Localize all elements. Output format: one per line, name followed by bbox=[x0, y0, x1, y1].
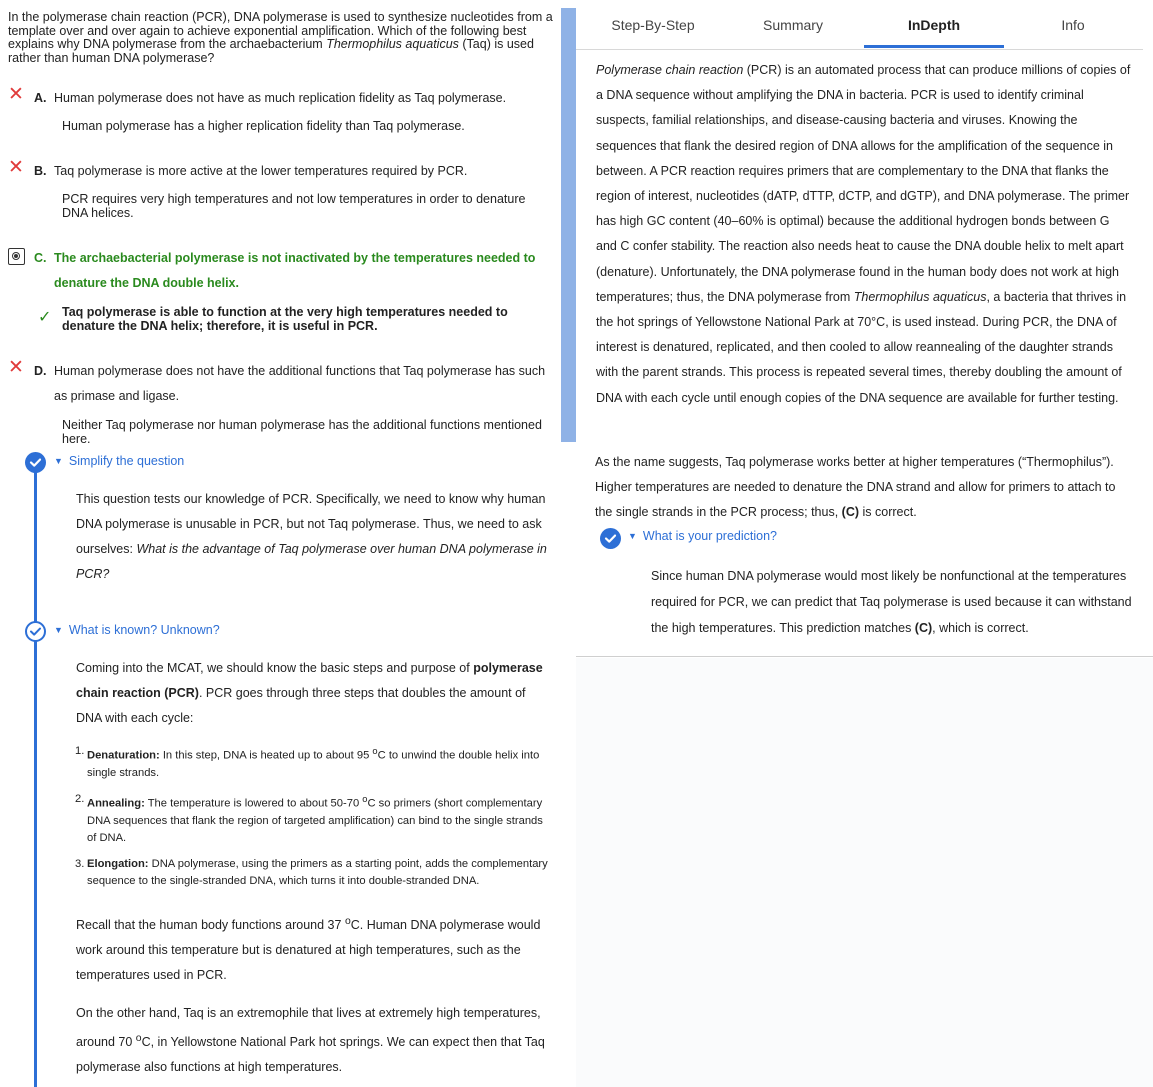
radio-selected-icon bbox=[8, 248, 25, 265]
step-title: What is your prediction? bbox=[642, 529, 778, 543]
step-progress-line bbox=[34, 471, 37, 1087]
degree-sup: o bbox=[372, 746, 378, 756]
body-text: , which is correct. bbox=[932, 621, 1029, 635]
body-bold: polymerase chain reaction (PCR) bbox=[76, 661, 543, 700]
degree-sup: o bbox=[344, 916, 351, 927]
body-text: Recall that the human body functions around 37 bbox=[76, 918, 345, 933]
step-known-taq bbox=[76, 1001, 551, 1080]
caret-down-icon: ▼ bbox=[54, 625, 63, 635]
scrollbar[interactable] bbox=[561, 8, 576, 442]
list-term: Denaturation: bbox=[87, 749, 160, 762]
tab-bar bbox=[576, 0, 1143, 50]
body-text: (PCR) is an automated process that can produce millions of copies of a DNA sequence without amplifying the DNA in bacteria. PCR is used to identify criminal suspects, familial relationships, and disease-causing bacteria and viruses. Knowing the sequences that flank the desired region of DNA allows for the amplification of the sequence in between. A PCR reaction requires primers that are complementary to the DNA that flanks the region of interest, nucleotides (dATP, dTTP, dCTP, and dGTP), and DNA polymerase. The primer has high GC content (40–60% is optimal) because the additional hydrogen bonds between G and C confer stability. The reaction also needs heat to cause the DNA double helix to melt apart (denature). Unfortunately, the DNA polymerase found in the human body does not work at high temperatures; thus, the DNA polymerase from bbox=[596, 63, 1131, 304]
list-text: The temperature is lowered to about 50-70 bbox=[144, 797, 363, 810]
step-prediction-toggle[interactable] bbox=[628, 529, 777, 543]
list-term: Elongation: bbox=[87, 857, 149, 870]
option-text: Human polymerase does not have as much replication fidelity as Taq polymerase. bbox=[54, 91, 507, 105]
option-d[interactable] bbox=[8, 359, 558, 409]
degree-sup: o bbox=[362, 793, 368, 804]
explanation-pane bbox=[576, 0, 1153, 657]
step-prediction-body bbox=[651, 563, 1141, 641]
tab-step-by-step[interactable]: Step-By-Step bbox=[611, 17, 695, 33]
checkmark-icon: ✓ bbox=[38, 309, 52, 326]
option-c-explanation: Taq polymerase is able to function at the very high temperatures needed to denature the DNA helix; therefore, it is useful in PCR. bbox=[62, 305, 508, 333]
list-term: Annealing: bbox=[87, 797, 145, 810]
option-letter: C. bbox=[34, 251, 47, 265]
step-known-recall bbox=[76, 909, 551, 988]
option-b-explanation: PCR requires very high temperatures and not low temperatures in order to denature DNA helices. bbox=[62, 192, 526, 220]
step-title: Simplify the question bbox=[68, 454, 185, 468]
indepth-paragraph-2 bbox=[595, 450, 1135, 526]
list-number: 1. bbox=[75, 745, 85, 757]
option-letter: B. bbox=[34, 164, 47, 178]
option-b[interactable] bbox=[8, 159, 558, 184]
body-text: Since human DNA polymerase would most likely be nonfunctional at the temperatures required for PCR, we can predict that Taq polymerase is used because it can withstand the high temperatures. This prediction matches bbox=[651, 569, 1132, 635]
body-italic: Thermophilus aquaticus bbox=[853, 289, 987, 304]
active-tab-indicator bbox=[864, 45, 1004, 48]
list-number: 3. bbox=[75, 857, 85, 870]
body-text: is correct. bbox=[859, 505, 917, 520]
body-text: , a bacteria that thrives in the hot springs of Yellowstone National Park at 70°C, is used instead. During PCR, the DNA of interest is denatured, replicated, and then cooled to allow reannealing of the daughter strands with the parent strands. This process is repeated several times, thereby doubling the amount of DNA with each cycle until enough copies of the DNA sequence are available for further testing. bbox=[596, 289, 1127, 405]
check-circle-icon bbox=[25, 621, 46, 642]
option-text: Taq polymerase is more active at the lower temperatures required by PCR. bbox=[54, 164, 468, 178]
body-text: Coming into the MCAT, we should know the basic steps and purpose of bbox=[76, 661, 474, 675]
tab-indepth[interactable]: InDepth bbox=[907, 17, 961, 33]
list-number: 2. bbox=[75, 792, 85, 805]
body-italic: Polymerase chain reaction bbox=[596, 63, 744, 77]
empty-area bbox=[576, 658, 1153, 1087]
body-text: C. Human DNA polymerase would work around this temperature but is denatured at high temperatures, such as the temperatures used in PCR. bbox=[76, 918, 541, 983]
list-text: DNA polymerase, using the primers as a starting point, adds the complementary sequence to the single-stranded DNA, which turns it into double-stranded DNA. bbox=[87, 857, 548, 888]
body-text: As the name suggests, Taq polymerase works better at higher temperatures (“Thermophilus”). Higher temperatures are needed to denature the DNA strand and allow for primers to attach to the single strands in the PCR process; thus, bbox=[595, 455, 1116, 520]
degree-sup: o bbox=[135, 1033, 142, 1044]
option-letter: A. bbox=[34, 91, 47, 105]
body-bold: (C) bbox=[914, 621, 933, 635]
step-simplify-body bbox=[76, 487, 551, 587]
option-text: The archaebacterial polymerase is not inactivated by the temperatures needed to denature the DNA double helix. bbox=[54, 251, 536, 290]
check-circle-icon bbox=[25, 452, 46, 473]
list-item bbox=[75, 791, 553, 848]
tab-info[interactable]: Info bbox=[1061, 17, 1085, 33]
question-text-end: (Taq) is used rather than human DNA polymerase? bbox=[8, 37, 534, 65]
body-text: C, in Yellowstone National Park hot springs. We can expect then that Taq polymerase also functions at high temperatures. bbox=[76, 1035, 545, 1075]
indepth-paragraph-1 bbox=[596, 58, 1131, 411]
question-stem bbox=[8, 11, 553, 65]
list-text: C to unwind the double helix into single strands. bbox=[87, 749, 540, 780]
check-circle-icon bbox=[600, 528, 621, 549]
option-text: Human polymerase does not have the additional functions that Taq polymerase has such as primase and ligase. bbox=[54, 364, 546, 403]
question-pane bbox=[0, 0, 560, 1087]
x-icon: ✕ bbox=[8, 357, 24, 378]
option-a-explanation: Human polymerase has a higher replication fidelity than Taq polymerase. bbox=[62, 119, 465, 133]
tab-summary[interactable]: Summary bbox=[763, 17, 823, 33]
step-known-intro bbox=[76, 656, 551, 731]
x-icon: ✕ bbox=[8, 84, 24, 105]
body-text: . PCR goes through three steps that doubles the amount of DNA with each cycle: bbox=[76, 686, 526, 725]
option-c[interactable] bbox=[8, 246, 558, 296]
pcr-steps-list bbox=[75, 743, 553, 891]
option-a[interactable] bbox=[8, 86, 558, 111]
option-d-explanation: Neither Taq polymerase nor human polymerase has the additional functions mentioned here. bbox=[62, 418, 542, 446]
caret-down-icon: ▼ bbox=[54, 456, 63, 466]
list-item bbox=[75, 743, 553, 783]
question-italic: Thermophilus aquaticus bbox=[326, 37, 459, 51]
list-text: In this step, DNA is heated up to about 95 bbox=[159, 749, 373, 762]
body-text: This question tests our knowledge of PCR. Specifically, we need to know why human DNA polymerase is unusable in PCR, but not Taq polymerase. Thus, we need to ask ourselves: bbox=[76, 492, 546, 556]
caret-down-icon: ▼ bbox=[628, 531, 637, 541]
step-known-toggle[interactable] bbox=[54, 623, 220, 637]
body-bold: (C) bbox=[841, 505, 860, 520]
x-icon: ✕ bbox=[8, 157, 24, 178]
body-text: On the other hand, Taq is an extremophile that lives at extremely high temperatures, around 70 bbox=[76, 1006, 541, 1050]
body-italic: What is the advantage of Taq polymerase over human DNA polymerase in PCR? bbox=[76, 542, 547, 581]
question-text: In the polymerase chain reaction (PCR), DNA polymerase is used to synthesize nucleotides from a template over and over again to achieve exponential amplification. Which of the following best explains why DNA polymerase from the archaebacterium bbox=[8, 10, 553, 51]
list-text: C so primers (short complementary DNA sequences that flank the region of targeted amplification) can bind to the single strands of DNA. bbox=[87, 797, 543, 845]
step-title: What is known? Unknown? bbox=[68, 623, 220, 637]
step-simplify-toggle[interactable] bbox=[54, 454, 184, 468]
option-letter: D. bbox=[34, 364, 47, 378]
list-item bbox=[75, 856, 553, 891]
